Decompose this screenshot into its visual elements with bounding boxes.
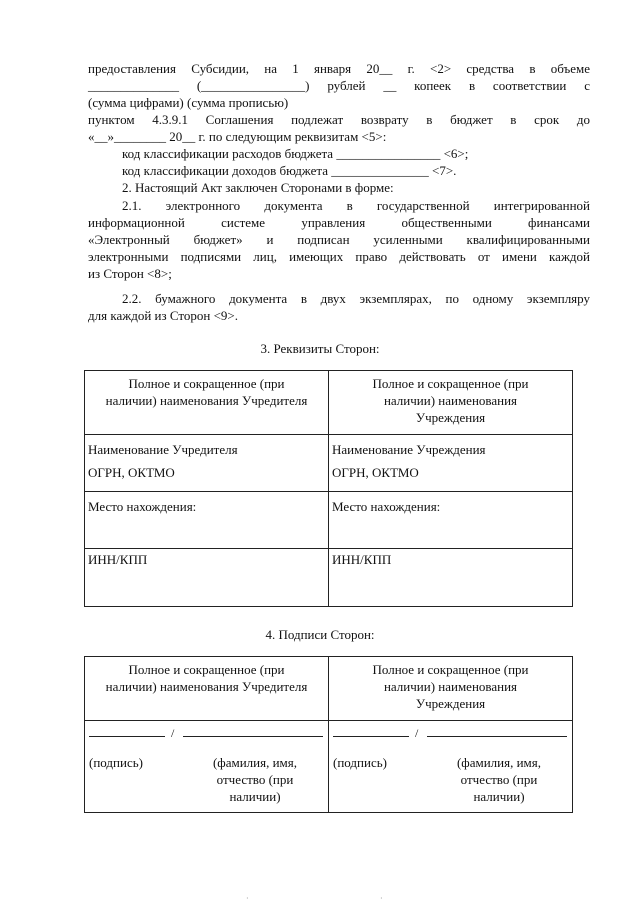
sig-founder-header-line2: наличии) наименования Учредителя <box>105 679 308 694</box>
founder-header <box>85 371 329 435</box>
sig-founder-header-line1: Полное и сокращенное (при <box>128 662 285 677</box>
scan-mark-left: · <box>246 894 249 903</box>
para1-line6: код классификации расходов бюджета ________________ <6>; <box>122 146 469 161</box>
founder-fio-line1: (фамилия, имя, <box>212 755 298 770</box>
institution-header-line2: наличии) наименования <box>383 393 518 408</box>
institution-signature-label: (подпись) <box>333 755 387 770</box>
institution-fio-label <box>439 754 559 805</box>
institution-header-line3: Учреждения <box>415 410 486 425</box>
requisites-header-row <box>85 371 573 435</box>
founder-fio-line3: наличии) <box>229 789 281 804</box>
institution-fio-line3: наличии) <box>473 789 525 804</box>
founder-fio-line2: отчество (при <box>216 772 294 787</box>
sig-institution-header-line1: Полное и сокращенное (при <box>372 662 529 677</box>
signatures-header-row <box>85 657 573 721</box>
founder-signature-label: (подпись) <box>89 755 143 770</box>
section2-line5: электронными подписями лиц, имеющих право действовать от имени каждой <box>88 249 590 264</box>
section2-heading: 2. Настоящий Акт заключен Сторонами в форме: <box>122 180 394 195</box>
section2-line4: «Электронный бюджет» и подписан усиленными квалифицированными <box>88 232 590 247</box>
para1-line1: предоставления Субсидии, на 1 января 20__ г. <2> средства в объеме <box>88 61 590 76</box>
institution-slash: / <box>415 726 419 740</box>
institution-fio-line <box>427 736 567 737</box>
section3-title: 3. Реквизиты Сторон: <box>260 341 380 356</box>
institution-header <box>329 371 573 435</box>
institution-signature-cell <box>329 721 573 813</box>
institution-inn-label: ИНН/КПП <box>329 549 573 607</box>
institution-ogrn-label: ОГРН, ОКТМО <box>332 465 419 480</box>
requisites-table <box>84 370 573 607</box>
founder-signature-line <box>89 736 165 737</box>
section2-line8: для каждой из Сторон <9>. <box>88 308 238 323</box>
sig-institution-header-line3: Учреждения <box>415 696 486 711</box>
institution-name-cell <box>329 435 573 492</box>
para1-line4: пунктом 4.3.9.1 Соглашения подлежат возврату в бюджет в срок до <box>88 112 590 127</box>
institution-fio-line2: отчество (при <box>460 772 538 787</box>
founder-fio-line <box>183 736 323 737</box>
scan-mark-right: · <box>380 894 383 903</box>
institution-fio-line1: (фамилия, имя, <box>456 755 542 770</box>
founder-header-line2: наличии) наименования Учредителя <box>105 393 308 408</box>
para1-line2: ______________ (________________) рублей __ копеек в соответствии с <box>88 78 590 93</box>
section2-line2: 2.1. электронного документа в государственной интегрированной <box>122 198 590 213</box>
para1-line3: (сумма цифрами) (сумма прописью) <box>88 95 289 110</box>
requisites-address-row <box>85 492 573 549</box>
founder-inn-label: ИНН/КПП <box>85 549 329 607</box>
section2-line6: из Сторон <8>; <box>88 266 172 281</box>
section4-title: 4. Подписи Сторон: <box>265 627 375 642</box>
sig-institution-header-line2: наличии) наименования <box>383 679 518 694</box>
founder-name-label: Наименование Учредителя <box>88 442 238 457</box>
institution-address-label: Место нахождения: <box>329 492 573 549</box>
institution-header-line1: Полное и сокращенное (при <box>372 376 529 391</box>
founder-slash: / <box>171 726 175 740</box>
founder-ogrn-label: ОГРН, ОКТМО <box>88 465 175 480</box>
sig-institution-header <box>329 657 573 721</box>
sig-founder-header <box>85 657 329 721</box>
requisites-name-row <box>85 435 573 492</box>
signatures-table <box>84 656 573 813</box>
signatures-body-row <box>85 721 573 813</box>
requisites-inn-row <box>85 549 573 607</box>
founder-name-cell <box>85 435 329 492</box>
para1-line5: «__»________ 20__ г. по следующим реквизитам <5>: <box>88 129 387 144</box>
founder-signature-cell <box>85 721 329 813</box>
founder-fio-label <box>195 754 315 805</box>
para1-line7: код классификации доходов бюджета _______________ <7>. <box>122 163 457 178</box>
institution-signature-line <box>333 736 409 737</box>
institution-name-label: Наименование Учреждения <box>332 442 486 457</box>
section2-line3: информационной системе управления общественными финансами <box>88 215 590 230</box>
section2-line7: 2.2. бумажного документа в двух экземплярах, по одному экземпляру <box>122 291 590 306</box>
founder-address-label: Место нахождения: <box>85 492 329 549</box>
founder-header-line1: Полное и сокращенное (при <box>128 376 285 391</box>
